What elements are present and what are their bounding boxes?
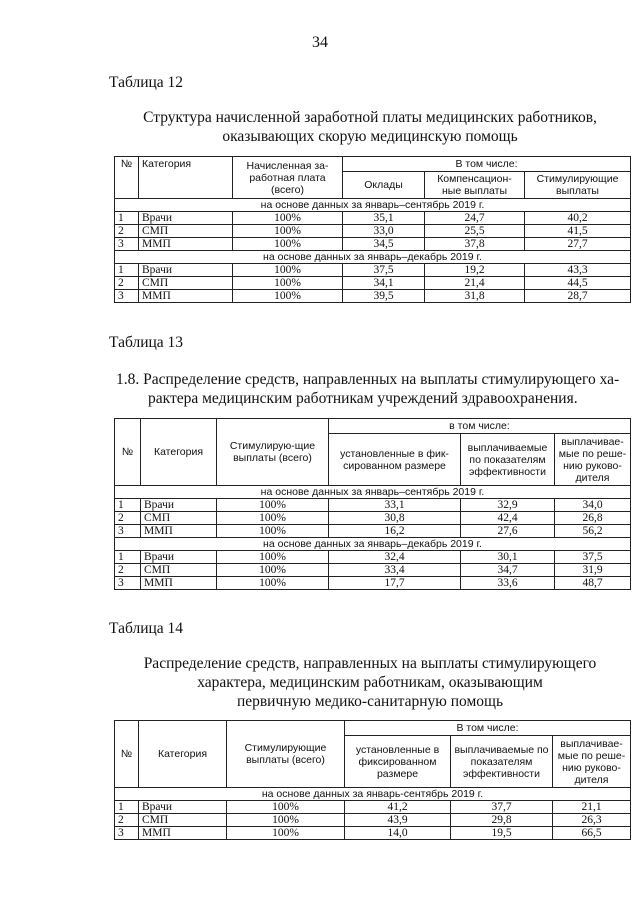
col-header-category: Категория (139, 157, 233, 199)
col-header-including: В том числе: (345, 721, 631, 736)
period-row: на основе данных за январь-сентябрь 2019 г. (115, 788, 631, 801)
col-header-total: Начисленная за-работная плата (всего) (233, 157, 343, 199)
table-14 (114, 720, 631, 840)
col-header-performance: выплачиваемые по показателям эффективности (461, 434, 555, 486)
col-header-no: № (115, 157, 139, 199)
table-row: 1 Врачи 100% 32,4 30,1 37,5 (115, 551, 631, 564)
table-row: 2 СМП 100% 33,4 34,7 31,9 (115, 564, 631, 577)
col-header-total: Стимулирую-щие выплаты (всего) (217, 419, 329, 486)
table-row: 1 Врачи 100% 33,1 32,9 34,0 (115, 499, 631, 512)
col-header-salaries: Оклады (343, 172, 425, 199)
col-header-manager: выплачивае-мые по реше-нию руково-дителя (555, 434, 631, 486)
col-header-performance: выплачиваемые по показателям эффективности (451, 736, 553, 788)
table-row: 2 СМП 100% 43,9 29,8 26,3 (115, 814, 631, 827)
table-row: 1 Врачи 100% 37,5 19,2 43,3 (115, 264, 631, 277)
table-12-title: Структура начисленной заработной платы медицинских работников, оказывающих скорую медицинскую помощь (143, 109, 597, 145)
period-row: на основе данных за январь–декабрь 2019 г. (115, 251, 631, 264)
table-row: 3 ММП 100% 34,5 37,8 27,7 (115, 238, 631, 251)
table-row: 2 СМП 100% 33,0 25,5 41,5 (115, 225, 631, 238)
table-14-title: Распределение средств, направленных на выплаты стимулирующего характера, медицинским работникам, оказывающим первичную медико-санитарную помощь (143, 655, 597, 710)
table-12 (114, 156, 631, 303)
col-header-category: Категория (141, 419, 217, 486)
col-header-no: № (115, 419, 141, 486)
col-header-category: Категория (139, 721, 227, 788)
col-header-manager: выплачивае-мые по реше-нию руково-дителя (553, 736, 631, 788)
col-header-compensation: Компенсацион-ные выплаты (425, 172, 525, 199)
col-header-including: в том числе: (329, 419, 631, 434)
col-header-no: № (115, 721, 139, 788)
col-header-including: В том числе: (343, 157, 631, 172)
col-header-total: Стимулирующие выплаты (всего) (227, 721, 345, 788)
table-row: 3 ММП 100% 39,5 31,8 28,7 (115, 290, 631, 303)
page-number: 34 (312, 34, 328, 51)
col-header-fixed: установленные в фик-сированном размере (329, 434, 461, 486)
table-13-label: Таблица 13 (109, 334, 184, 351)
table-row: 1 Врачи 100% 41,2 37,7 21,1 (115, 801, 631, 814)
table-row: 3 ММП 100% 16,2 27,6 56,2 (115, 525, 631, 538)
table-12-label: Таблица 12 (109, 74, 184, 91)
col-header-incentive: Стимулирующие выплаты (525, 172, 631, 199)
period-row: на основе данных за январь–декабрь 2019 г. (115, 538, 631, 551)
table-row: 2 СМП 100% 30,8 42,4 26,8 (115, 512, 631, 525)
period-row: на основе данных за январь–сентябрь 2019 г. (115, 199, 631, 212)
period-row: на основе данных за январь–сентябрь 2019 г. (115, 486, 631, 499)
table-14-label: Таблица 14 (109, 620, 184, 637)
table-row: 3 ММП 100% 17,7 33,6 48,7 (115, 577, 631, 590)
table-row: 1 Врачи 100% 35,1 24,7 40,2 (115, 212, 631, 225)
table-row: 3 ММП 100% 14,0 19,5 66,5 (115, 827, 631, 840)
table-13-title: 1.8. Распределение средств, направленных на выплаты стимулирующего ха- рактера медицинским работникам учреждений здравоохранения. (116, 371, 620, 407)
col-header-fixed: установленные в фиксированном размере (345, 736, 451, 788)
table-13 (114, 418, 631, 590)
table-row: 2 СМП 100% 34,1 21,4 44,5 (115, 277, 631, 290)
